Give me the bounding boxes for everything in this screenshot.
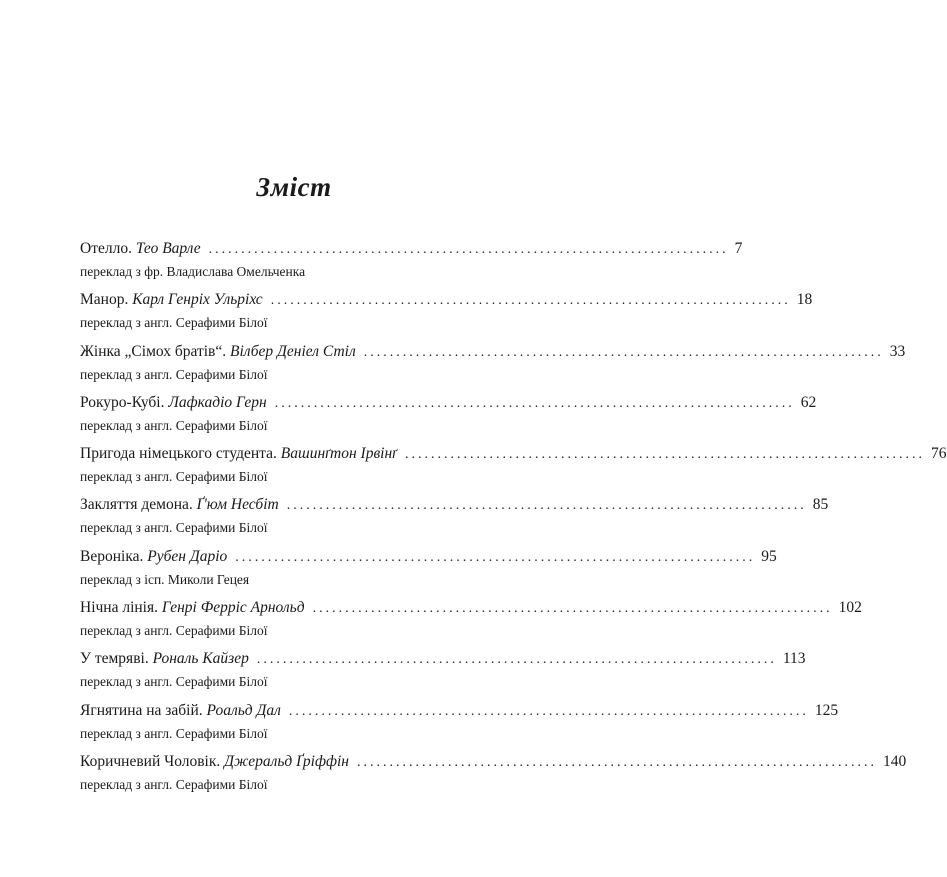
toc-entry-heading bbox=[80, 702, 281, 720]
table-of-contents bbox=[80, 240, 947, 804]
dot-leader: ................................................................................ bbox=[274, 395, 795, 411]
translator-credit: переклад з англ. Серафими Білої bbox=[80, 674, 268, 690]
toc-entry-line bbox=[80, 650, 806, 672]
page-number: 33 bbox=[889, 342, 906, 360]
toc-entry bbox=[80, 240, 743, 291]
story-author: Лафкадіо Герн bbox=[168, 393, 267, 411]
translator-credit: переклад з фр. Владислава Омельченка bbox=[80, 264, 306, 279]
story-author: Тео Варле bbox=[135, 240, 201, 257]
translator-credit: переклад з англ. Серафими Білої bbox=[80, 623, 268, 639]
toc-entry-line bbox=[80, 291, 813, 313]
toc-entry-line bbox=[80, 496, 829, 518]
toc-entry bbox=[80, 752, 907, 804]
toc-entry-line bbox=[80, 393, 817, 416]
page-title: Зміст bbox=[256, 172, 332, 202]
dot-leader: ................................................................................ bbox=[235, 549, 756, 565]
translator-credit: переклад з англ. Серафими Білої bbox=[80, 520, 268, 536]
toc-entry-line bbox=[80, 342, 906, 365]
toc-entry bbox=[80, 650, 806, 701]
page-number: 113 bbox=[782, 650, 806, 668]
dot-leader: ................................................................................ bbox=[363, 344, 884, 360]
story-title: Пригода німецького студента. bbox=[80, 445, 277, 463]
page-number: 7 bbox=[734, 240, 743, 257]
page-number: 18 bbox=[796, 291, 813, 309]
toc-entry-heading bbox=[80, 650, 249, 668]
dot-leader: ................................................................................ bbox=[286, 498, 807, 514]
dot-leader: ................................................................................ bbox=[256, 652, 777, 668]
toc-entry-heading bbox=[80, 445, 397, 463]
story-title: Рокуро-Кубі. bbox=[80, 393, 165, 411]
story-title: У темряві. bbox=[80, 650, 149, 668]
page-number: 76 bbox=[931, 445, 947, 463]
toc-entry-heading bbox=[80, 343, 356, 361]
toc-entry-line bbox=[80, 599, 862, 621]
story-title: Отелло. bbox=[80, 240, 132, 257]
page-number: 62 bbox=[800, 393, 817, 411]
toc-entry-heading bbox=[80, 548, 227, 566]
dot-leader: ................................................................................ bbox=[312, 601, 833, 617]
toc-entry-line bbox=[80, 547, 777, 570]
toc-entry-heading bbox=[80, 599, 305, 617]
dot-leader: ................................................................................ bbox=[288, 703, 809, 719]
story-author: Вашинґтон Ірвінґ bbox=[280, 445, 398, 463]
page-number: 140 bbox=[883, 752, 907, 770]
translator-credit: переклад з ісп. Миколи Гецея bbox=[80, 571, 250, 587]
toc-entry-line bbox=[80, 701, 839, 724]
dot-leader: ................................................................................ bbox=[357, 754, 877, 770]
dot-leader: ................................................................................ bbox=[405, 447, 926, 463]
story-title: Манор. bbox=[80, 291, 129, 309]
dot-leader: ................................................................................ bbox=[270, 293, 791, 309]
story-author: Генрі Ферріс Арнольд bbox=[161, 599, 305, 617]
toc-entry bbox=[80, 547, 777, 599]
story-title: Жінка „Сімох братів“. bbox=[80, 342, 227, 360]
story-author: Рубен Даріо bbox=[147, 547, 228, 565]
toc-entry bbox=[80, 445, 947, 496]
story-title: Вероніка. bbox=[80, 547, 144, 565]
page-number: 102 bbox=[838, 599, 862, 617]
page-number: 85 bbox=[812, 496, 829, 514]
toc-entry-heading bbox=[80, 496, 279, 514]
story-title: Ягнятина на забій. bbox=[80, 701, 203, 719]
page-number: 125 bbox=[814, 701, 839, 719]
story-author: Ґ'юм Несбіт bbox=[196, 496, 279, 514]
story-title: Коричневий Чоловік. bbox=[80, 752, 221, 770]
toc-entry bbox=[80, 496, 829, 547]
translator-credit: переклад з англ. Серафими Білої bbox=[80, 417, 268, 433]
translator-credit: переклад з англ. Серафими Білої bbox=[80, 315, 268, 331]
toc-entry bbox=[80, 342, 906, 394]
toc-entry-heading bbox=[80, 240, 201, 258]
toc-entry-heading bbox=[80, 394, 267, 412]
story-author: Вілбер Деніел Стіл bbox=[230, 342, 356, 360]
toc-entry-line bbox=[80, 752, 907, 775]
toc-entry-line bbox=[80, 445, 947, 467]
translator-credit: переклад з англ. Серафими Білої bbox=[80, 776, 268, 792]
story-author: Джеральд Ґріффін bbox=[224, 752, 349, 770]
translator-credit: переклад з англ. Серафими Білої bbox=[80, 469, 268, 485]
toc-entry bbox=[80, 701, 839, 753]
story-author: Роальд Дал bbox=[206, 701, 281, 719]
story-title: Закляття демона. bbox=[80, 496, 193, 514]
story-title: Нічна лінія. bbox=[80, 599, 158, 617]
toc-entry-heading bbox=[80, 753, 349, 771]
story-author: Рональ Кайзер bbox=[152, 650, 249, 668]
page-number: 95 bbox=[761, 547, 777, 565]
toc-entry-heading bbox=[80, 291, 263, 309]
toc-entry bbox=[80, 291, 813, 342]
story-author: Карл Генріх Ульріхс bbox=[132, 291, 263, 309]
translator-credit: переклад з англ. Серафими Білої bbox=[80, 725, 268, 741]
toc-entry bbox=[80, 393, 817, 445]
translator-credit: переклад з англ. Серафими Білої bbox=[80, 366, 268, 382]
toc-entry-line bbox=[80, 240, 743, 262]
toc-entry bbox=[80, 599, 862, 650]
dot-leader: ................................................................................ bbox=[208, 242, 729, 257]
